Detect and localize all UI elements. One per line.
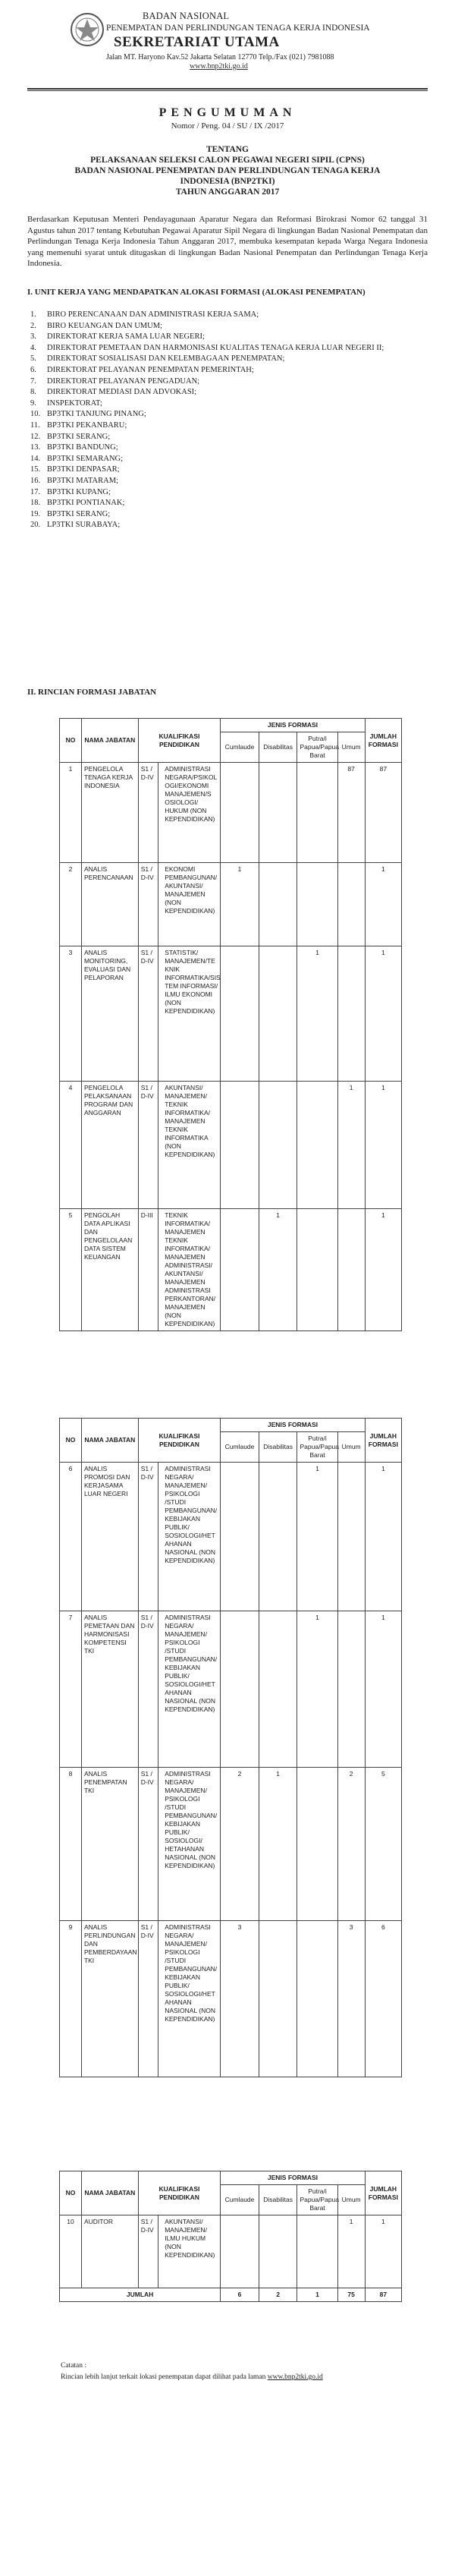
cell-no: 7: [60, 1611, 82, 1768]
section-2-heading: II. RINCIAN FORMASI JABATAN: [27, 688, 157, 697]
table-row: [60, 1463, 402, 1611]
cell-jenjang: S1 / D-IV: [138, 1463, 158, 1611]
cell-jumlah: 1: [365, 1209, 401, 1331]
cell-cumlaude: 1: [221, 863, 259, 946]
unit-list-item: [30, 464, 410, 476]
unit-list-item: [30, 420, 410, 432]
table-header-row: [60, 2171, 402, 2185]
unit-label: BIRO PERENCANAAN DAN ADMINISTRASI KERJA SAMA;: [47, 310, 259, 319]
total-jumlah: 87: [365, 2288, 401, 2302]
cell-disabilitas: 1: [259, 1768, 297, 1921]
cell-umum: [337, 863, 365, 946]
cell-jumlah: 5: [365, 1768, 401, 1921]
table-header-row: [60, 1419, 402, 1432]
unit-label: BP3TKI TANJUNG PINANG;: [47, 410, 146, 419]
cell-jabatan: ANALIS PERLINDUNGAN DAN PEMBERDAYAAN TKI: [81, 1921, 138, 2077]
cell-umum: [337, 946, 365, 1082]
header-umum: Umum: [337, 1432, 365, 1463]
header-jumlah: JUMLAH FORMASI: [365, 1419, 401, 1463]
notes-text: Rincian lebih lanjut terkait lokasi penempatan dapat dilihat pada laman www.bnp2tki.go.id: [61, 2373, 323, 2381]
cell-kualifikasi: ADMINISTRASI NEGARA/PSIKOL OGI/EKONOMI MANAJEMEN/S OSIOLOGI/ HUKUM (NON KEPENDIDIKAN): [158, 763, 221, 863]
header-jabatan: NAMA JABATAN: [81, 1419, 138, 1463]
intro-paragraph: Berdasarkan Keputusan Menteri Pendayagunaan Aparatur Negara dan Reformasi Birokrasi Nomor 62 tanggal 31 Agustus tahun 2017 tentang Kebutuhan Pegawai Aparatur Sipil Negara di lingkungan Badan Nasional Penempatan dan Perlindungan Tenaga Kerja Indonesia Tahun Anggaran 2017, membuka kesempatan kepada Warga Negara Indonesia yang memenuhi syarat untuk ditugaskan di lingkungan Badan Nasional Penempatan dan Perlindungan Tenaga Kerja Indonesia.: [27, 215, 428, 268]
unit-number: 10.: [30, 410, 41, 419]
cell-cumlaude: [221, 763, 259, 863]
table-row: [60, 946, 402, 1082]
unit-number: 6.: [30, 365, 36, 374]
cell-putra: [297, 1768, 337, 1921]
cell-disabilitas: 1: [259, 1209, 297, 1331]
cell-umum: 1: [337, 1082, 365, 1209]
agency-name: BADAN NASIONAL: [143, 11, 230, 21]
cell-kualifikasi: EKONOMI PEMBANGUNAN/ AKUNTANSI/ MANAJEMEN (NON KEPENDIDIKAN): [158, 863, 221, 946]
cell-jabatan: ANALIS PROMOSI DAN KERJASAMA LUAR NEGERI: [81, 1463, 138, 1611]
cell-jabatan: ANALIS PEMETAAN DAN HARMONISASI KOMPETENSI TKI: [81, 1611, 138, 1768]
cell-umum: 1: [337, 2215, 365, 2288]
announcement-number: Nomor / Peng. 04 / SU / IX /2017: [171, 121, 284, 131]
cell-no: 2: [60, 863, 82, 946]
formation-table: [59, 718, 402, 1331]
cell-jumlah: 1: [365, 1611, 401, 1768]
unit-label: BP3TKI PONTIANAK;: [47, 499, 125, 508]
unit-label: BP3TKI MATARAM;: [47, 476, 118, 485]
unit-number: 4.: [30, 343, 36, 352]
cell-jumlah: 1: [365, 1463, 401, 1611]
unit-number: 14.: [30, 454, 41, 463]
cell-kualifikasi: ADMINISTRASI NEGARA/ MANAJEMEN/ PSIKOLOGI /STUDI PEMBANGUNAN/ KEBIJAKAN PUBLIK/ SOSIOLOGI/HET AHANAN NASIONAL (NON KEPENDIDIKAN): [158, 1921, 221, 2077]
table-row: [60, 1611, 402, 1768]
unit-number: 3.: [30, 332, 36, 342]
header-putra: Putra/i Papua/Papua Barat: [297, 2185, 337, 2215]
unit-number: 8.: [30, 388, 36, 397]
cell-disabilitas: [259, 946, 297, 1082]
cell-jenjang: S1 / D-IV: [138, 763, 158, 863]
cell-jabatan: ANALIS PENEMPATAN TKI: [81, 1768, 138, 1921]
unit-number: 19.: [30, 509, 41, 518]
header-no: NO: [60, 719, 82, 763]
header-putra: Putra/i Papua/Papua Barat: [297, 1432, 337, 1463]
unit-label: BP3TKI SERANG;: [47, 432, 111, 441]
cell-disabilitas: [259, 1921, 297, 2077]
unit-number: 11.: [30, 420, 40, 430]
formation-table: [59, 1418, 402, 2077]
cell-putra: [297, 763, 337, 863]
cell-jenjang: D-III: [138, 1209, 158, 1331]
unit-list-item: [30, 476, 410, 487]
header-no: NO: [60, 2171, 82, 2215]
total-disabilitas: 2: [259, 2288, 297, 2302]
unit-label: BIRO KEUANGAN DAN UMUM;: [47, 321, 162, 330]
unit-label: BP3TKI DENPASAR;: [47, 465, 120, 474]
agency-full-name: PENEMPATAN DAN PERLINDUNGAN TENAGA KERJA INDONESIA: [106, 24, 370, 33]
header-kualifikasi: KUALIFIKASI PENDIDIKAN: [138, 719, 221, 763]
header-disabilitas: Disabilitas: [259, 1432, 297, 1463]
unit-label: BP3TKI SERANG;: [47, 509, 111, 518]
cell-no: 3: [60, 946, 82, 1082]
total-label: JUMLAH: [60, 2288, 221, 2302]
unit-list-item: [30, 376, 410, 388]
cell-jenjang: S1 / D-IV: [138, 2215, 158, 2288]
cell-cumlaude: 2: [221, 1768, 259, 1921]
unit-label: DIREKTORAT SOSIALISASI DAN KELEMBAGAAN PENEMPATAN;: [47, 354, 285, 364]
header-jabatan: NAMA JABATAN: [81, 2171, 138, 2215]
cell-jabatan: PENGELOLA TENAGA KERJA INDONESIA: [81, 763, 138, 863]
notes-label: Catatan :: [61, 2362, 87, 2370]
notes-link[interactable]: www.bnp2tki.go.id: [267, 2373, 323, 2381]
unit-number: 18.: [30, 499, 41, 508]
cell-putra: [297, 2215, 337, 2288]
header-no: NO: [60, 1419, 82, 1463]
unit-list: [30, 310, 410, 531]
unit-number: 12.: [30, 432, 41, 441]
unit-number: 9.: [30, 398, 36, 408]
about-line: TAHUN ANGGARAN 2017: [175, 187, 280, 197]
cell-jenjang: S1 / D-IV: [138, 1768, 158, 1921]
cell-umum: [337, 1463, 365, 1611]
unit-label: DIREKTORAT KERJA SAMA LUAR NEGERI;: [47, 332, 205, 342]
unit-label: BP3TKI KUPANG;: [47, 487, 111, 496]
unit-label: DIREKTORAT MEDIASI DAN ADVOKASI;: [47, 388, 197, 397]
cell-disabilitas: [259, 2215, 297, 2288]
unit-number: 1.: [30, 310, 36, 319]
cell-jumlah: 1: [365, 863, 401, 946]
agency-website-link[interactable]: www.bnp2tki.go.id: [190, 62, 248, 71]
header-umum: Umum: [337, 2185, 365, 2215]
unit-number: 15.: [30, 465, 41, 474]
formation-table: [59, 2171, 402, 2302]
cell-cumlaude: [221, 1611, 259, 1768]
letterhead-divider: [27, 88, 428, 91]
cell-jumlah: 1: [365, 2215, 401, 2288]
unit-label: BP3TKI SEMARANG;: [47, 454, 124, 463]
header-jenis-formasi: JENIS FORMASI: [221, 1419, 366, 1432]
notes: [61, 2360, 323, 2383]
agency-address: Jalan MT. Haryono Kav.52 Jakarta Selatan 12770 Telp./Fax (021) 7981088: [106, 53, 334, 61]
cell-kualifikasi: AKUNTANSI/ MANAJEMEN/ ILMU HUKUM (NON KEPENDIDIKAN): [158, 2215, 221, 2288]
header-jumlah: JUMLAH FORMASI: [365, 719, 401, 763]
announcement-about: [68, 144, 387, 197]
about-label: TENTANG: [206, 145, 249, 154]
announcement-title: PENGUMUMAN: [158, 106, 297, 119]
cell-jenjang: S1 / D-IV: [138, 863, 158, 946]
table-row: [60, 1209, 402, 1331]
unit-label: LP3TKI SURABAYA;: [47, 521, 121, 530]
unit-list-item: [30, 354, 410, 365]
cell-cumlaude: 3: [221, 1921, 259, 2077]
letterhead: [106, 11, 425, 71]
header-cumlaude: Cumlaude: [221, 2185, 259, 2215]
cell-disabilitas: [259, 1463, 297, 1611]
header-kualifikasi: KUALIFIKASI PENDIDIKAN: [138, 1419, 221, 1463]
unit-list-item: [30, 343, 410, 354]
cell-kualifikasi: ADMINISTRASI NEGARA/ MANAJEMEN/ PSIKOLOGI /STUDI PEMBANGUNAN/ KEBIJAKAN PUBLIK/ SOSIOLOGI/HET AHANAN NASIONAL (NON KEPENDIDIKAN): [158, 1463, 221, 1611]
cell-no: 8: [60, 1768, 82, 1921]
cell-no: 4: [60, 1082, 82, 1209]
unit-list-item: [30, 321, 410, 332]
cell-putra: 1: [297, 1463, 337, 1611]
unit-number: 5.: [30, 354, 36, 364]
unit-list-item: [30, 442, 410, 454]
cell-no: 10: [60, 2215, 82, 2288]
table-row: [60, 1921, 402, 2077]
cell-jumlah: 1: [365, 946, 401, 1082]
unit-list-item: [30, 432, 410, 443]
cell-umum: [337, 1611, 365, 1768]
unit-number: 20.: [30, 521, 41, 530]
cell-putra: [297, 1921, 337, 2077]
unit-number: 17.: [30, 487, 41, 496]
cell-umum: [337, 1209, 365, 1331]
cell-jenjang: S1 / D-IV: [138, 1082, 158, 1209]
cell-putra: 1: [297, 946, 337, 1082]
cell-jabatan: PENGOLAH DATA APLIKASI DAN PENGELOLAAN DATA SISTEM KEUANGAN: [81, 1209, 138, 1331]
cell-no: 9: [60, 1921, 82, 2077]
cell-no: 5: [60, 1209, 82, 1331]
header-cumlaude: Cumlaude: [221, 732, 259, 763]
unit-list-item: [30, 409, 410, 420]
unit-number: 7.: [30, 376, 36, 386]
unit-label: DIREKTORAT PELAYANAN PENGADUAN;: [47, 376, 200, 386]
header-jumlah: JUMLAH FORMASI: [365, 2171, 401, 2215]
cell-cumlaude: [221, 2215, 259, 2288]
cell-disabilitas: [259, 1082, 297, 1209]
unit-list-item: [30, 398, 410, 410]
cell-jumlah: 1: [365, 1082, 401, 1209]
cell-disabilitas: [259, 863, 297, 946]
header-jenis-formasi: JENIS FORMASI: [221, 719, 366, 732]
cell-jabatan: AUDITOR: [81, 2215, 138, 2288]
cell-kualifikasi: STATISTIK/ MANAJEMEN/TE KNIK INFORMATIKA/SIS TEM INFORMASI/ ILMU EKONOMI (NON KEPENDIDIKAN): [158, 946, 221, 1082]
total-putra: 1: [297, 2288, 337, 2302]
unit-label: BP3TKI PEKANBARU;: [47, 420, 127, 430]
cell-umum: 3: [337, 1921, 365, 2077]
cell-jumlah: 87: [365, 763, 401, 863]
table-row: [60, 1768, 402, 1921]
cell-umum: 2: [337, 1768, 365, 1921]
table-row: [60, 863, 402, 946]
header-disabilitas: Disabilitas: [259, 732, 297, 763]
unit-list-item: [30, 509, 410, 521]
about-line: INDONESIA (BNP2TKI): [180, 177, 275, 186]
cell-umum: 87: [337, 763, 365, 863]
cell-disabilitas: [259, 763, 297, 863]
cell-jenjang: S1 / D-IV: [138, 946, 158, 1082]
unit-number: 13.: [30, 443, 41, 452]
unit-label: DIREKTORAT PEMETAAN DAN HARMONISASI KUALITAS TENAGA KERJA LUAR NEGERI II;: [47, 343, 384, 352]
table-row: [60, 2215, 402, 2288]
cell-putra: [297, 863, 337, 946]
unit-list-item: [30, 310, 410, 321]
bnp2tki-logo: [70, 12, 105, 47]
cell-kualifikasi: ADMINISTRASI NEGARA/ MANAJEMEN/ PSIKOLOGI /STUDI PEMBANGUNAN/ KEBIJAKAN PUBLIK/ SOSIOLOGI/HET AHANAN NASIONAL (NON KEPENDIDIKAN): [158, 1611, 221, 1768]
total-cumlaude: 6: [221, 2288, 259, 2302]
cell-cumlaude: [221, 946, 259, 1082]
cell-jenjang: S1 / D-IV: [138, 1611, 158, 1768]
cell-kualifikasi: ADMINISTRASI NEGARA/ MANAJEMEN/ PSIKOLOGI /STUDI PEMBANGUNAN/ KEBIJAKAN PUBLIK/ SOSIOLOGI/ HETAHANAN NASIONAL (NON KEPENDIDIKAN): [158, 1768, 221, 1921]
header-jenis-formasi: JENIS FORMASI: [221, 2171, 366, 2185]
table-row: [60, 1082, 402, 1209]
header-jabatan: NAMA JABATAN: [81, 719, 138, 763]
unit-list-item: [30, 520, 410, 531]
table-header-row: [60, 719, 402, 732]
header-umum: Umum: [337, 732, 365, 763]
cell-putra: 1: [297, 1611, 337, 1768]
about-line: BADAN NASIONAL PENEMPATAN DAN PERLINDUNGAN TENAGA KERJA: [74, 166, 381, 175]
unit-list-item: [30, 332, 410, 343]
cell-cumlaude: [221, 1082, 259, 1209]
unit-list-item: [30, 498, 410, 509]
unit-label: BP3TKI BANDUNG;: [47, 443, 118, 452]
section-1-heading: I. UNIT KERJA YANG MENDAPATKAN ALOKASI FORMASI (ALOKASI PENEMPATAN): [27, 288, 366, 297]
unit-list-item: [30, 454, 410, 465]
header-disabilitas: Disabilitas: [259, 2185, 297, 2215]
unit-list-item: [30, 487, 410, 499]
unit-list-item: [30, 365, 410, 376]
cell-jumlah: 6: [365, 1921, 401, 2077]
total-row: [60, 2288, 402, 2302]
cell-kualifikasi: TEKNIK INFORMATIKA/ MANAJEMEN TEKNIK INFORMATIKA/ MANAJEMEN ADMINISTRASI/ AKUNTANSI/ MANAJEMEN ADMINISTRASI PERKANTORAN/ MANAJEMEN (NON KEPENDIDIKAN): [158, 1209, 221, 1331]
header-putra: Putra/i Papua/Papua Barat: [297, 732, 337, 763]
unit-number: 2.: [30, 321, 36, 330]
cell-kualifikasi: AKUNTANSI/ MANAJEMEN/ TEKNIK INFORMATIKA/ MANAJEMEN TEKNIK INFORMATIKA (NON KEPENDIDIKAN): [158, 1082, 221, 1209]
cell-no: 6: [60, 1463, 82, 1611]
unit-list-item: [30, 387, 410, 398]
total-umum: 75: [337, 2288, 365, 2302]
cell-jabatan: ANALIS PERENCANAAN: [81, 863, 138, 946]
table-row: [60, 763, 402, 863]
cell-jenjang: S1 / D-IV: [138, 1921, 158, 2077]
unit-label: INSPEKTORAT;: [47, 398, 102, 408]
unit-label: DIREKTORAT PELAYANAN PENEMPATAN PEMERINTAH;: [47, 365, 254, 374]
unit-name: SEKRETARIAT UTAMA: [114, 34, 280, 50]
unit-number: 16.: [30, 476, 41, 485]
cell-disabilitas: [259, 1611, 297, 1768]
cell-jabatan: PENGELOLA PELAKSANAAN PROGRAM DAN ANGGARAN: [81, 1082, 138, 1209]
cell-putra: [297, 1082, 337, 1209]
header-kualifikasi: KUALIFIKASI PENDIDIKAN: [138, 2171, 221, 2215]
header-cumlaude: Cumlaude: [221, 1432, 259, 1463]
about-line: PELAKSANAAN SELEKSI CALON PEGAWAI NEGERI SIPIL (CPNS): [90, 156, 365, 165]
cell-cumlaude: [221, 1463, 259, 1611]
cell-cumlaude: [221, 1209, 259, 1331]
cell-jabatan: ANALIS MONITORING, EVALUASI DAN PELAPORAN: [81, 946, 138, 1082]
cell-putra: [297, 1209, 337, 1331]
cell-no: 1: [60, 763, 82, 863]
